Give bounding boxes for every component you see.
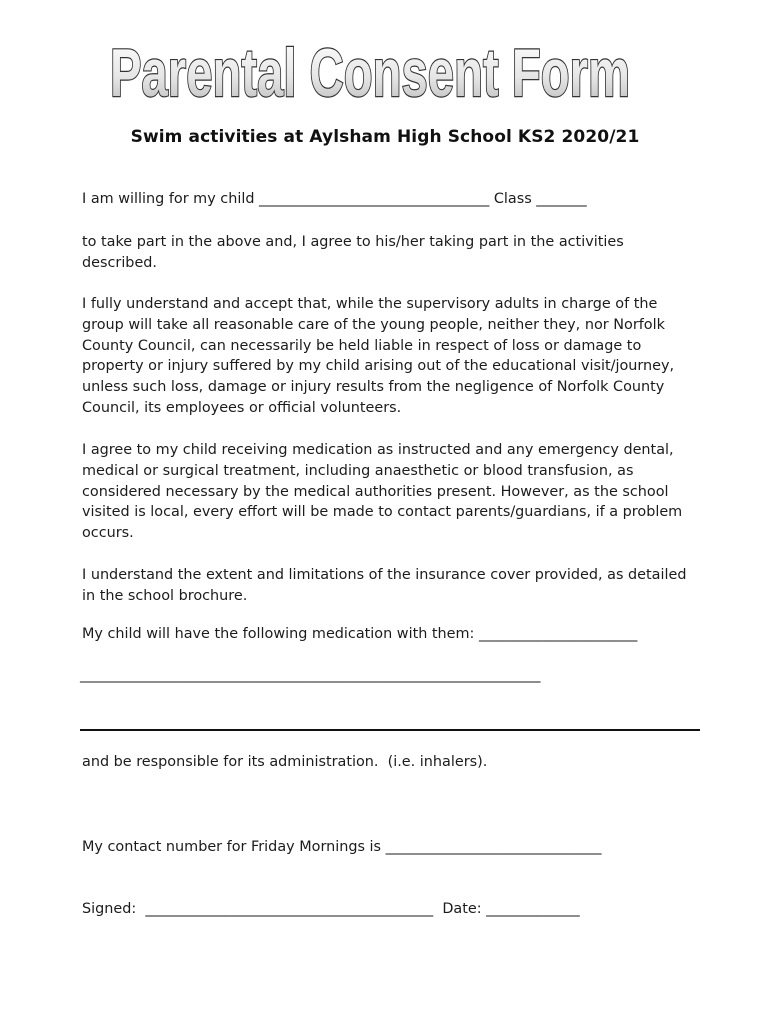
form-title	[100, 34, 640, 114]
contact-number-line: My contact number for Friday Mornings is ______________________________	[82, 839, 602, 855]
administration-line: and be responsible for its administration. (i.e. inhalers).	[82, 754, 488, 770]
liability-paragraph: I fully understand and accept that, while the supervisory adults in charge of the group will take all reasonable care of the young people, neither they, nor Norfolk County Council, can necessarily be held liable in respect of loss or damage to property or injury suffered by my child arising out of the educational visit/journey, unless such loss, damage or injury results from the negligence of Norfolk County Council, its employees or official volunteers.	[82, 296, 675, 416]
form-title-wordart	[100, 34, 640, 114]
signature-date-line: Signed: ________________________________________ Date: _____________	[82, 901, 580, 917]
medication-blank-line: ________________________________________________________________	[80, 667, 541, 683]
form-title-text: Parental Consent Form	[110, 35, 630, 111]
insurance-paragraph: I understand the extent and limitations of the insurance cover provided, as detailed in the school brochure.	[82, 567, 687, 604]
medical-treatment-paragraph: I agree to my child receiving medication as instructed and any emergency dental, medical or surgical treatment, including anaesthetic or blood transfusion, as considered necessary by the medical authorities present. However, as the school visited is local, every effort will be made to contact parents/guardians, if a problem occurs.	[82, 442, 683, 542]
form-subtitle: Swim activities at Aylsham High School KS2 2020/21	[130, 127, 640, 147]
medication-line: My child will have the following medication with them: ______________________	[82, 626, 638, 642]
child-name-class-line: I am willing for my child ________________________________ Class _______	[82, 191, 587, 207]
divider-line	[80, 729, 700, 731]
take-part-paragraph: to take part in the above and, I agree to his/her taking part in the activities described.	[82, 234, 624, 271]
